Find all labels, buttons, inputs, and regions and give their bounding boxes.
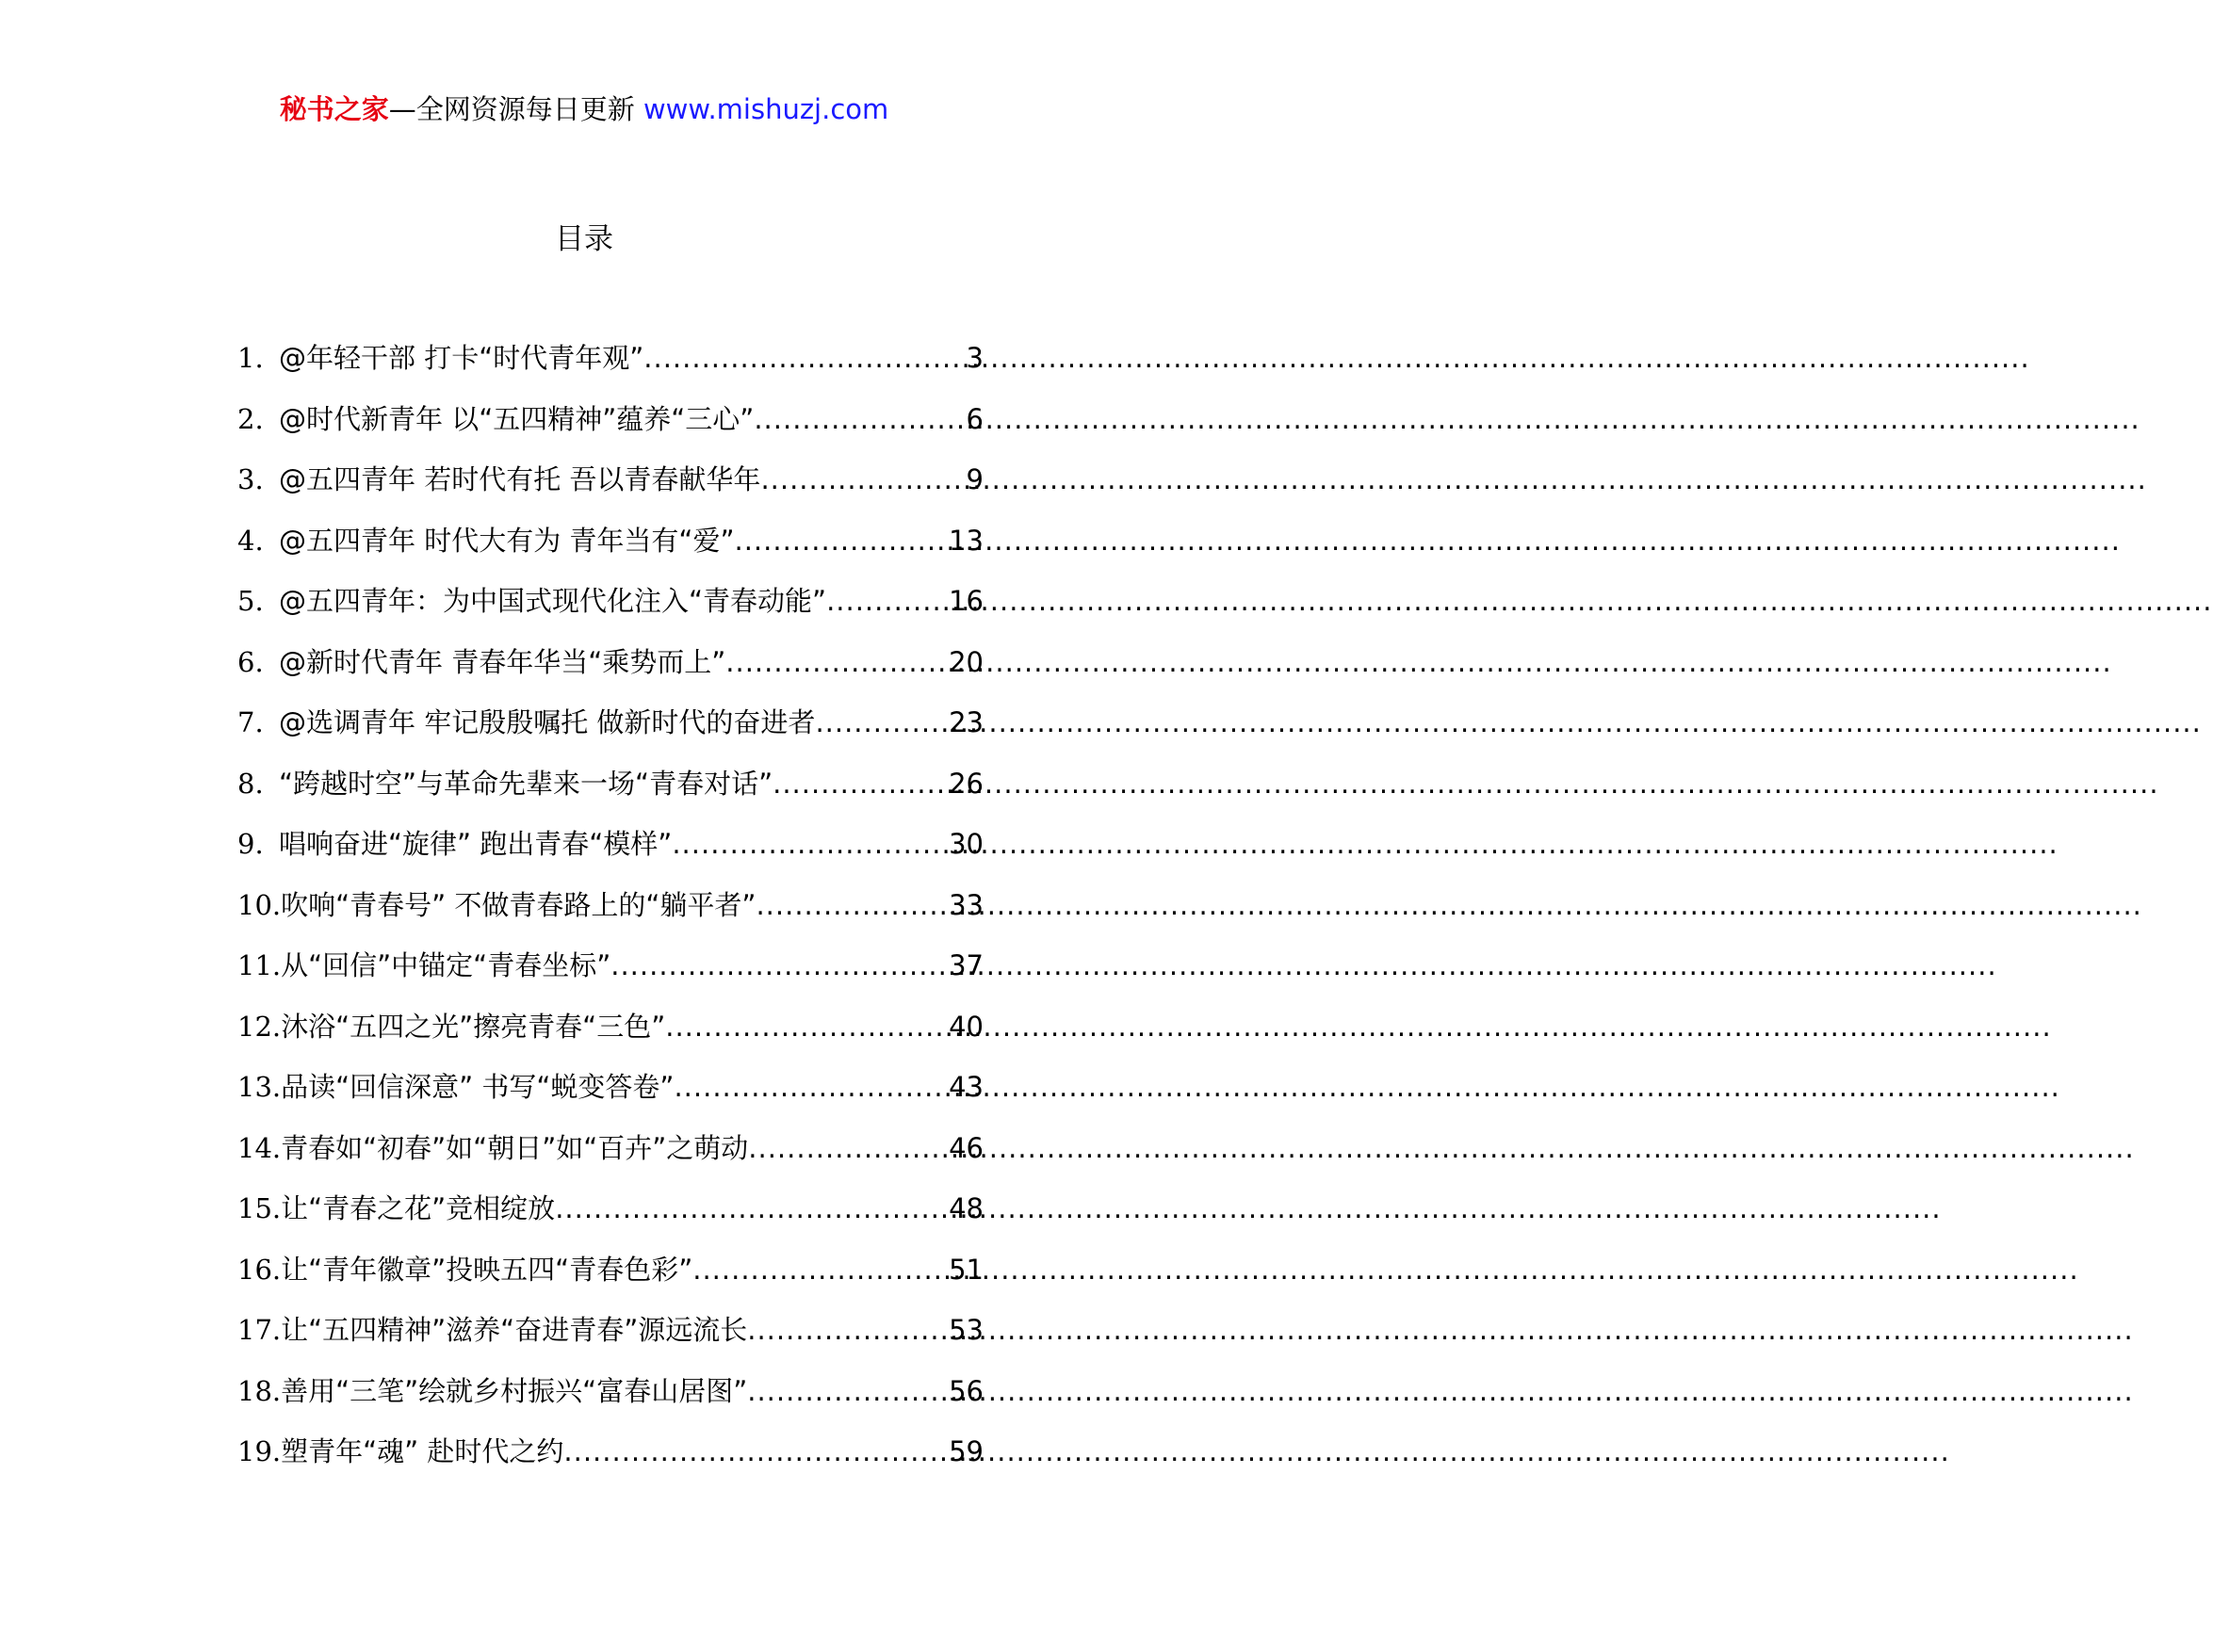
toc-entry-number: 17. <box>237 1314 282 1346</box>
toc-entry-number: 13. <box>237 1071 282 1103</box>
toc-entry-number: 8. <box>237 767 264 800</box>
toc-dot-leader <box>773 765 949 802</box>
toc-entry-title: 吹响“青春号” 不做青春路上的“躺平者” <box>281 888 757 921</box>
toc-entry[interactable] <box>237 522 984 583</box>
toc-dot-leader <box>735 522 950 559</box>
toc-entry-page-number: 23 <box>949 706 984 738</box>
toc-entry[interactable] <box>237 1190 984 1251</box>
toc-dot-leader <box>563 1433 949 1470</box>
toc-entry-number: 11. <box>237 949 282 981</box>
toc-entry[interactable] <box>237 825 984 886</box>
toc-entry[interactable] <box>237 582 984 643</box>
toc-entry-title: @时代新青年 以“五四精神”蕴养“三心” <box>279 402 755 435</box>
toc-entry-title: @新时代青年 青春年华当“乘势而上” <box>279 645 726 678</box>
table-of-contents <box>237 339 984 1494</box>
toc-entry[interactable] <box>237 1433 984 1494</box>
toc-entry[interactable] <box>237 1008 984 1069</box>
toc-entry[interactable] <box>237 1068 984 1129</box>
toc-entry-number: 6. <box>237 645 264 678</box>
toc-entry-page-number: 43 <box>949 1071 984 1103</box>
toc-entry[interactable] <box>237 886 984 947</box>
toc-dot-leader <box>665 1008 949 1045</box>
toc-entry-number: 15. <box>237 1192 282 1224</box>
toc-entry[interactable] <box>237 947 984 1008</box>
toc-dot-leader <box>826 582 949 620</box>
toc-entry-number: 1. <box>237 342 264 374</box>
page-title: 目录 <box>555 222 613 256</box>
toc-entry-page-number: 37 <box>949 949 984 981</box>
toc-entry-page-number: 26 <box>949 767 984 800</box>
toc-entry[interactable] <box>237 339 984 400</box>
toc-entry-number: 16. <box>237 1253 282 1286</box>
toc-entry-number: 10. <box>237 888 282 921</box>
toc-dot-leader <box>747 1311 949 1349</box>
toc-entry-number: 14. <box>237 1131 282 1164</box>
header-tagline: —全网资源每日更新 <box>388 93 643 125</box>
toc-entry-title: 让“青年徽章”投映五四“青春色彩” <box>281 1253 693 1286</box>
toc-entry[interactable] <box>237 1311 984 1372</box>
toc-entry-page-number: 48 <box>949 1192 984 1224</box>
toc-entry-number: 9. <box>237 828 264 860</box>
toc-entry-number: 19. <box>237 1435 282 1467</box>
toc-entry-title: 唱响奋进“旋律” 跑出青春“模样” <box>279 828 673 860</box>
toc-dot-leader <box>643 339 966 377</box>
toc-entry-page-number: 30 <box>949 828 984 860</box>
page-header <box>0 90 1168 128</box>
toc-entry-title: 品读“回信深意” 书写“蜕变答卷” <box>281 1071 675 1103</box>
toc-dot-leader <box>760 461 966 498</box>
toc-entry-number: 18. <box>237 1374 282 1407</box>
toc-dot-leader <box>748 1129 949 1167</box>
toc-entry-number: 4. <box>237 524 264 557</box>
toc-entry-title: “跨越时空”与革命先辈来一场“青春对话” <box>279 767 773 800</box>
toc-entry-page-number: 51 <box>949 1253 984 1286</box>
brand-name: 秘书之家 <box>279 93 389 125</box>
toc-entry-page-number: 3 <box>966 342 984 374</box>
toc-entry-page-number: 16 <box>949 585 984 617</box>
toc-entry-title: 让“五四精神”滋养“奋进青春”源远流长 <box>281 1314 748 1346</box>
toc-entry-title: 青春如“初春”如“朝日”如“百卉”之萌动 <box>281 1131 749 1164</box>
toc-entry-page-number: 46 <box>949 1131 984 1164</box>
toc-entry[interactable] <box>237 643 984 705</box>
toc-entry[interactable] <box>237 1372 984 1433</box>
toc-dot-leader <box>815 704 949 741</box>
toc-dot-leader <box>754 400 966 438</box>
toc-entry-title: 从“回信”中锚定“青春坐标” <box>281 949 611 981</box>
toc-entry-title: 沐浴“五四之光”擦亮青春“三色” <box>281 1010 666 1043</box>
website-link[interactable]: www.mishuzj.com <box>643 93 889 125</box>
toc-entry[interactable] <box>237 1251 984 1312</box>
toc-entry-title: @五四青年 若时代有托 吾以青春献华年 <box>279 463 761 495</box>
toc-entry-page-number: 33 <box>949 888 984 921</box>
toc-entry-page-number: 59 <box>949 1435 984 1467</box>
toc-entry-number: 5. <box>237 585 264 617</box>
toc-dot-leader <box>610 947 949 984</box>
toc-entry-page-number: 56 <box>949 1374 984 1407</box>
toc-dot-leader <box>672 825 949 863</box>
toc-dot-leader <box>725 643 949 681</box>
toc-entry-title: @选调青年 牢记殷殷嘱托 做新时代的奋进者 <box>279 706 816 738</box>
toc-entry-title: 让“青春之花”竞相绽放 <box>281 1192 556 1224</box>
toc-entry-title: @五四青年：为中国式现代化注入“青春动能” <box>279 585 827 617</box>
toc-entry-title: @年轻干部 打卡“时代青年观” <box>279 342 644 374</box>
toc-entry[interactable] <box>237 765 984 826</box>
toc-dot-leader <box>674 1068 949 1106</box>
toc-dot-leader <box>756 886 949 924</box>
toc-entry-page-number: 53 <box>949 1314 984 1346</box>
toc-dot-leader <box>692 1251 949 1288</box>
toc-entry-page-number: 40 <box>949 1010 984 1043</box>
toc-entry[interactable] <box>237 704 984 765</box>
toc-entry-number: 12. <box>237 1010 282 1043</box>
toc-entry-title: @五四青年 时代大有为 青年当有“爱” <box>279 524 735 557</box>
toc-entry-page-number: 9 <box>966 463 984 495</box>
toc-entry[interactable] <box>237 461 984 522</box>
toc-entry-page-number: 13 <box>949 524 984 557</box>
toc-entry-title: 塑青年“魂” 赴时代之约 <box>281 1435 564 1467</box>
toc-entry-page-number: 6 <box>966 402 984 435</box>
toc-entry[interactable] <box>237 1129 984 1190</box>
toc-entry-page-number: 20 <box>949 645 984 678</box>
toc-entry-number: 3. <box>237 463 264 495</box>
toc-dot-leader <box>747 1372 949 1410</box>
toc-entry[interactable] <box>237 400 984 462</box>
toc-entry-number: 2. <box>237 402 264 435</box>
toc-entry-number: 7. <box>237 706 264 738</box>
toc-entry-title: 善用“三笔”绘就乡村振兴“富春山居图” <box>281 1374 748 1407</box>
toc-dot-leader <box>555 1190 949 1227</box>
